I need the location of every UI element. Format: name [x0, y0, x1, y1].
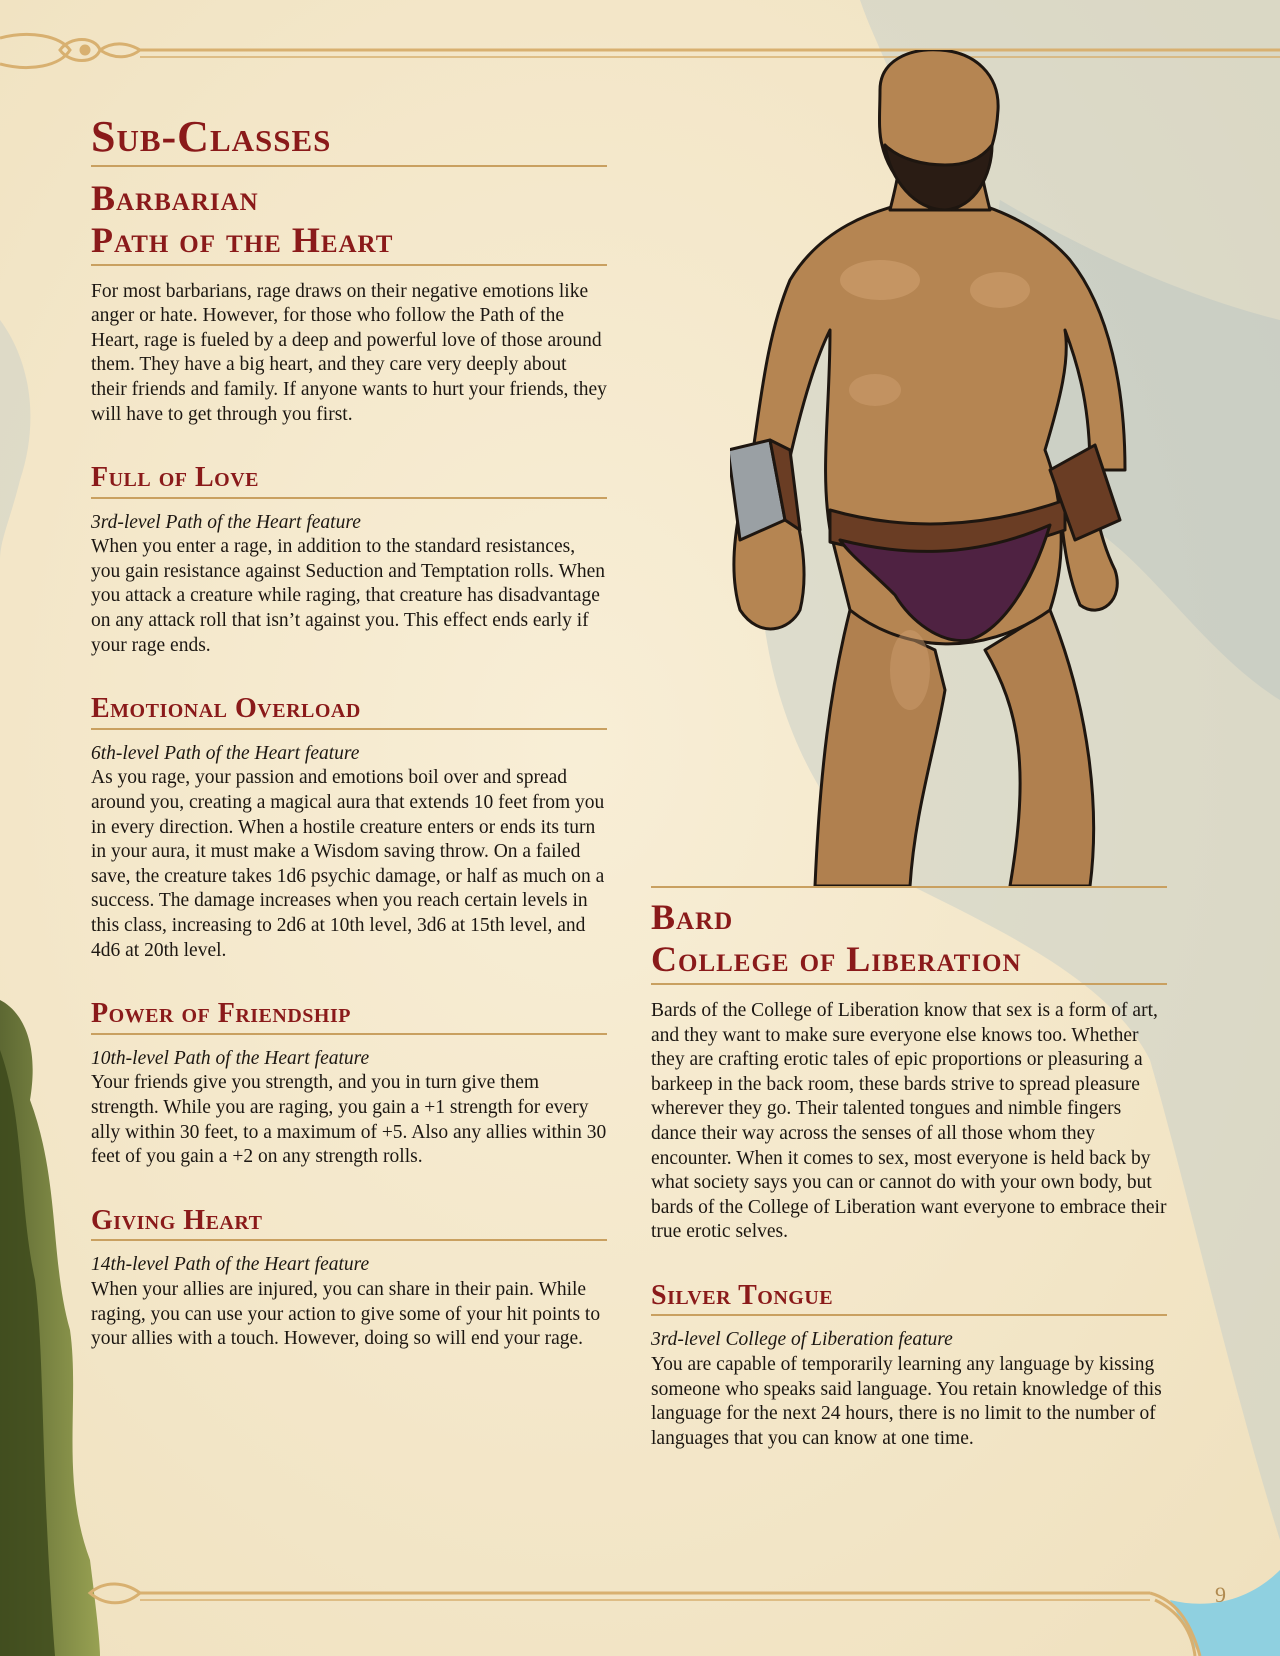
feature-text: When your allies are injured, you can share in their pain. While raging, you can use your action to give some of your hit points to your allies with a touch. However, doing so will end your rage. [91, 1278, 601, 1350]
bard-class-name: Bard [651, 897, 734, 937]
barbarian-illustration [730, 50, 1190, 890]
page-title: Sub-Classes [91, 112, 607, 167]
feature-heading: Emotional Overload [91, 692, 607, 730]
page-number: 9 [1215, 1582, 1226, 1607]
feature-text: Your friends give you strength, and you in turn give them strength. While you are raging, you gain a +1 strength for every ally within 30 feet, to a maximum of +5. Also any allies within 30 feet of you gain a +2 on any strength rolls. [91, 1072, 607, 1168]
left-column [91, 112, 607, 1352]
barbarian-heading [91, 177, 607, 266]
right-column [651, 886, 1167, 1451]
barbarian-intro: For most barbarians, rage draws on their negative emotions like anger or hate. However, for those who follow the Path of the Heart, rage is fueled by a deep and powerful love of those around them. They have a big heart, and they care very deeply about their friends and family. If anyone wants to hurt your friends, they will have to get through you first. [91, 280, 607, 425]
feature-text: You are capable of temporarily learning any language by kissing someone who speaks said language. You retain knowledge of this language for the next 24 hours, there is no limit to the number of languages that you can know at one time. [651, 1354, 1162, 1449]
bard-subclass-name: College of Liberation [651, 939, 1022, 980]
feature-level: 14th-level Path of the Heart feature [91, 1254, 370, 1276]
feature-level: 3rd-level Path of the Heart feature [91, 511, 361, 533]
feature-level: 3rd-level College of Liberation feature [651, 1329, 953, 1351]
feature-power-of-friendship [91, 997, 607, 1170]
barbarian-subclass-name: Path of the Heart [91, 220, 394, 261]
bard-intro: Bards of the College of Liberation know that sex is a form of art, and they want to make sure everyone else knows too. Whether they are crafting erotic tales of epic proportions or pleasuring a barkeep in the back room, these bards strive to spread pleasure wherever they go. Their talented tongues and nimble fingers dance their way across the senses of all those whom they encounter. When it comes to sex, most everyone is held back by what society says you can or cannot do with your own body, but bards of the College of Liberation want everyone to embrace their true erotic selves. [651, 999, 1167, 1243]
feature-text: When you enter a rage, in addition to the standard resistances, you gain resistance against Seduction and Temptation rolls. When you attack a creature while raging, that creature has disadvantage on any attack roll that isn’t against you. This effect ends early if your rage ends. [91, 536, 606, 656]
feature-level: 6th-level Path of the Heart feature [91, 742, 360, 764]
feature-text: As you rage, your passion and emotions boil over and spread around you, creating a magical aura that extends 10 feet from you in every direction. When a hostile creature enters or ends its turn in your aura, it must make a Wisdom saving throw. On a failed save, the creature takes 1d6 psychic damage, or half as much on a success. The damage increases when you reach certain levels in this class, increasing to 2d6 at 10th level, 3d6 at 15th level, and 4d6 at 20th level. [91, 767, 605, 961]
barbarian-class-name: Barbarian [91, 177, 259, 218]
feature-giving-heart [91, 1204, 607, 1352]
feature-silver-tongue [651, 1279, 1167, 1452]
feature-full-of-love [91, 461, 607, 658]
bard-heading [651, 896, 1167, 985]
feature-level: 10th-level Path of the Heart feature [91, 1047, 370, 1069]
feature-heading: Giving Heart [91, 1204, 607, 1242]
feature-heading: Full of Love [91, 461, 607, 499]
feature-emotional-overload [91, 692, 607, 963]
feature-heading: Silver Tongue [651, 1279, 1167, 1317]
feature-heading: Power of Friendship [91, 997, 607, 1035]
